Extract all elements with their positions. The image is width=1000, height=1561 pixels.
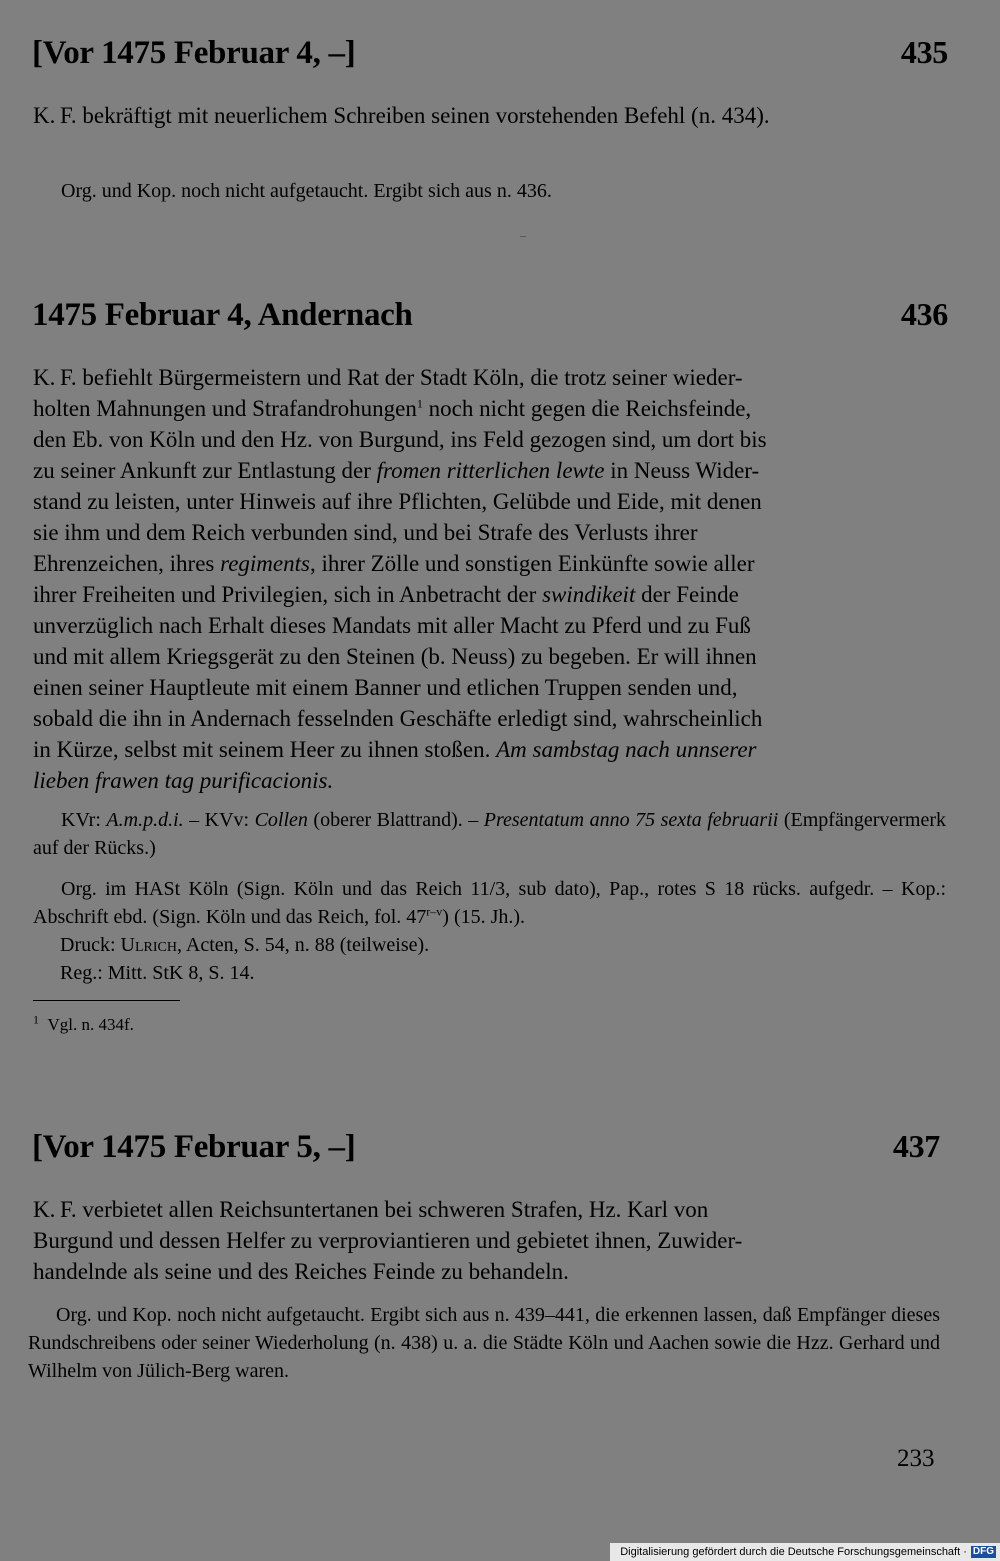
entry-summary: K. F. befiehlt Bürgermeistern und Rat der Stadt Köln, die trotz seiner wieder- holten Mahnungen und Strafandrohungen$^1$ noch nicht gegen die Reichsfeinde, den Eb. von Köln und den Hz. von Burgund, ins Feld gezogen sind, um dort bis zu seiner Ankunft zur Entlastung der fromen ritterlichen lewte in Neuss Wider- stand zu leisten, unter Hinweis auf ihre Pflichten, Gelübde und Eide, mit denen sie ihm und dem Reich verbunden sind, und bei Strafe des Verlusts ihrer Ehrenzeichen, ihres regiments, ihrer Zölle und sonstigen Einkünfte sowie aller ihrer Freiheiten und Privilegien, sich in Anbetracht der swindikeit der Feinde unverzüglich nach Erhalt dieses Mandats mit aller Macht zu Pferd und zu Fuß und mit allem Kriegsgerät zu den Steinen (b. Neuss) zu begeben. Er will ihnen einen seiner Hauptleute mit einem Banner und etlichen Truppen senden und, sobald die ihn in Andernach fesselnden Geschäfte erledigt sind, wahrscheinlich in Kürze, selbst mit seinem Heer zu ihnen stoßen. Am sambstag nach unnserer lieben frawen tag purificacionis. <box>33 365 767 793</box>
quoted-term: fromen ritterlichen lewte <box>376 458 605 483</box>
quoted-term: swindikeit <box>542 582 636 607</box>
footnote-marker: 1 <box>416 396 423 411</box>
original-source: Org. im HASt Köln (Sign. Köln und das Reich 11/3, sub dato), Pap., rotes S 18 rücks. aufgedr. – Kop.: Abschrift ebd. (Sign. Köln und das Reich, fol. 47$^{r-v}$) (15. Jh.). <box>33 878 946 928</box>
entry-heading <box>32 1128 940 1166</box>
entry-number: 437 <box>892 1128 940 1164</box>
entry-note: Org. und Kop. noch nicht aufgetaucht. Ergibt sich aus n. 439–441, die erkennen lassen, daß Empfänger dieses Rundschreibens oder seiner Wiederholung (n. 438) u. a. die Städte Köln und Aachen sowie die Hzz. Gerhard und Wilhelm von Jülich-Berg waren. <box>28 1304 940 1382</box>
page-number: 233 <box>897 1445 935 1472</box>
footnote: $^1$ Vgl. n. 434f. <box>33 1012 134 1034</box>
quoted-term: regiments <box>220 551 310 576</box>
footnote-divider <box>33 1000 180 1001</box>
entry-note: Org. und Kop. noch nicht aufgetaucht. Ergibt sich aus n. 436. <box>61 180 552 202</box>
quoted-date: lieben frawen tag purificacionis. <box>33 768 334 793</box>
regest-source: Reg.: Mitt. StK 8, S. 14. <box>60 962 255 984</box>
entry-heading <box>32 34 948 72</box>
print-source: Druck: Ulrich, Acten, S. 54, n. 88 (teilweise). <box>60 934 430 956</box>
entry-heading <box>32 296 948 334</box>
archival-notes <box>33 875 946 987</box>
entry-number: 436 <box>900 296 948 332</box>
quoted-date: Am sambstag nach unnserer <box>496 737 757 762</box>
chancery-notes: KVr: A.m.p.d.i. – KVv: Collen (oberer Blattrand). – Presentatum anno 75 sexta februarii (Empfängervermerk auf der Rücks.) <box>33 809 946 859</box>
entry-summary: K. F. verbietet allen Reichsuntertanen bei schweren Strafen, Hz. Karl von Burgund und dessen Helfer zu verproviantieren und gebietet ihnen, Zuwider- handelnde als seine und des Reiches Feinde zu behandeln. <box>33 1197 743 1284</box>
funding-footer <box>610 1543 1000 1561</box>
funding-text: Digitalisierung gefördert durch die Deutsche Forschungsgemeinschaft · <box>620 1546 967 1558</box>
entry-date: [Vor 1475 Februar 4, –] <box>32 35 356 71</box>
dfg-logo: DFG <box>972 1546 994 1557</box>
entry-number: 435 <box>900 34 948 70</box>
entry-date: 1475 Februar 4, Andernach <box>32 297 413 333</box>
divider <box>520 236 526 237</box>
entry-summary: K. F. bekräftigt mit neuerlichem Schreiben seinen vorstehenden Befehl (n. 434). <box>33 103 770 128</box>
entry-date: [Vor 1475 Februar 5, –] <box>32 1129 356 1165</box>
